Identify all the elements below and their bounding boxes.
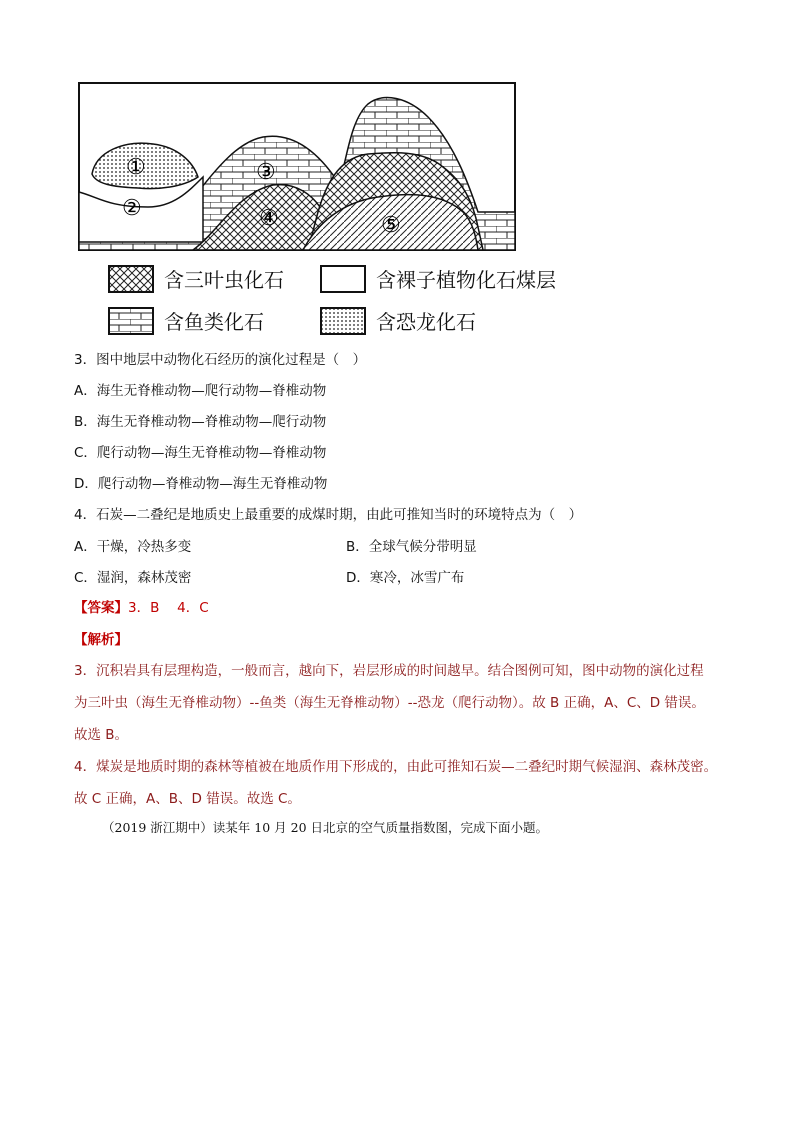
legend-label: 含裸子植物化石煤层 (376, 268, 556, 292)
question-3-stem: 3．图中地层中动物化石经历的演化过程是（ ） (74, 352, 367, 368)
analysis-line: 为三叶虫（海生无脊椎动物）--鱼类（海生无脊椎动物）--恐龙（爬行动物）。故 B 正确，A、C、D 错误。 (74, 695, 705, 711)
analysis-line: 故 C 正确，A、B、D 错误。故选 C。 (74, 791, 301, 807)
question-4-stem: 4．石炭—二叠纪是地质史上最重要的成煤时期，由此可推知当时的环境特点为（ ） (74, 507, 583, 523)
label-1: ① (126, 155, 146, 180)
analysis-line: 3．沉积岩具有层理构造，一般而言，越向下，岩层形成的时间越早。结合图例可知，图中动物的演化过程 (74, 663, 704, 679)
q4-option-c: C．湿润，森林茂密 (74, 570, 192, 586)
q4-option-d: D．寒冷，冰雪广布 (346, 570, 465, 586)
legend-item-trilobite (108, 264, 284, 293)
legend-item-fish (108, 306, 264, 335)
answer-tag: 【答案】 (74, 600, 128, 616)
strata-cross-section-figure (78, 82, 518, 252)
analysis-line: 故选 B。 (74, 727, 129, 743)
q3-option-c: C．爬行动物—海生无脊椎动物—脊椎动物 (74, 445, 327, 461)
legend-label: 含恐龙化石 (376, 310, 476, 334)
answer-line (74, 598, 209, 618)
analysis-body (74, 655, 734, 815)
legend-item-dinosaur (320, 306, 476, 335)
q4-option-a: A．干燥，冷热多变 (74, 539, 192, 555)
analysis-tag: 【解析】 (74, 632, 128, 648)
analysis-line: 4．煤炭是地质时期的森林等植被在地质作用下形成的，由此可推知石炭—二叠纪时期气候湿润、森林茂密。 (74, 759, 718, 775)
label-3: ③ (256, 160, 276, 185)
label-2: ② (122, 196, 142, 221)
crosshatch-swatch-icon (108, 265, 154, 293)
dots-swatch-icon (320, 307, 366, 335)
label-5: ⑤ (381, 213, 401, 238)
brick-swatch-icon (108, 307, 154, 335)
q3-option-b: B．海生无脊椎动物—脊椎动物—爬行动物 (74, 414, 327, 430)
blank-swatch-icon (320, 265, 366, 293)
q3-option-d: D．爬行动物—脊椎动物—海生无脊椎动物 (74, 476, 328, 492)
label-4: ④ (259, 206, 279, 231)
q4-option-b: B．全球气候分带明显 (346, 539, 477, 555)
q3-option-a: A．海生无脊椎动物—爬行动物—脊椎动物 (74, 383, 327, 399)
material-intro: （2019 浙江期中）读某年 10 月 20 日北京的空气质量指数图，完成下面小题。 (102, 820, 548, 835)
legend-label: 含鱼类化石 (164, 310, 264, 334)
answer-text: 3．B 4．C (128, 600, 209, 616)
legend-label: 含三叶虫化石 (164, 268, 284, 292)
legend-item-gymnosperm-coal (320, 264, 556, 293)
analysis-heading (74, 630, 128, 650)
strata-diagram (78, 82, 518, 252)
